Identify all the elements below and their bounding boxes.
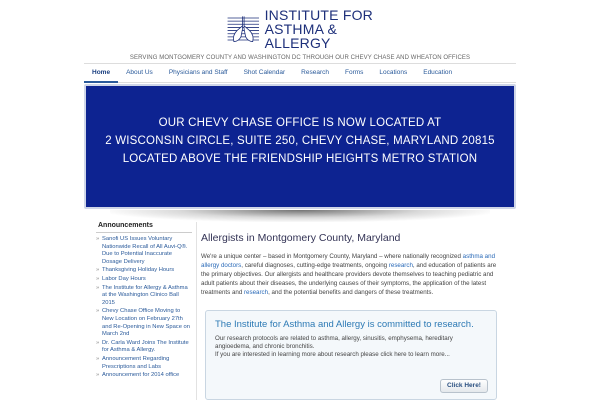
asthma-allergy-doctors-link[interactable]: asthma and allergy doctors [201, 253, 496, 269]
research-text: Our research protocols are related to asthma, allergy, sinusitis, emphysema, hereditary angioedema, and chronic bronchitis. [215, 335, 453, 351]
banner-shadow [110, 210, 490, 222]
announcement-link[interactable]: » Announcement for 2014 office [96, 372, 192, 380]
lungs-logo-icon [226, 9, 261, 49]
intro-text: , careful diagnoses, cutting-edge treatments, ongoing [241, 262, 389, 269]
announcement-link[interactable]: » Dr. Carla Ward Joins The Institute for Asthma & Allergy. [96, 340, 192, 355]
main-content [201, 232, 506, 297]
column-divider [196, 222, 197, 400]
intro-text: , and education of patients are the primary objectives. Our allergists and healthcare providers devote themselves to teaching pediatric and adult patients about their diseases, the underlying causes of their symptoms, the application of the latest treatments and [201, 262, 497, 296]
research-text-cta: If you are interested in learning more about research please click here to learn more... [215, 351, 450, 359]
announcement-link[interactable]: » Announcement Regarding Prescriptions and Labs [96, 356, 192, 371]
site-logo[interactable] [226, 8, 376, 50]
main-nav [84, 63, 516, 83]
announcement-link[interactable]: » Labor Day Hours [96, 276, 192, 284]
banner-line-1: OUR CHEVY CHASE OFFICE IS NOW LOCATED AT [158, 117, 442, 129]
nav-research[interactable]: Research [301, 69, 329, 76]
intro-paragraph [201, 252, 506, 297]
nav-physicians-and-staff[interactable]: Physicians and Staff [168, 69, 228, 76]
office-relocation-banner[interactable] [84, 84, 516, 209]
intro-text: , and the potential benefits and dangers of these treatments. [268, 289, 434, 296]
click-here-button[interactable]: Click Here! [440, 379, 488, 393]
nav-forms[interactable]: Forms [344, 69, 364, 76]
announcements-sidebar [96, 222, 192, 400]
intro-text: We're a unique center – based in Montgomery County, Maryland – where nationally recognized [201, 253, 463, 260]
nav-about-us[interactable]: About Us [126, 69, 153, 76]
research-link[interactable]: research [244, 289, 269, 296]
nav-education[interactable]: Education [423, 69, 453, 76]
logo-line1: INSTITUTE FOR [264, 6, 373, 23]
announcement-link[interactable]: » Sanofi US Issues Voluntary Nationwide Recall of All Auvi-Q®. Due to Potential Inaccurate Dosage Delivery [96, 236, 192, 266]
research-link[interactable]: research [388, 262, 413, 269]
announcements-heading: Announcements [96, 222, 192, 233]
banner-line-2: 2 WISCONSIN CIRCLE, SUITE 250, CHEVY CHASE, MARYLAND 20815 [105, 135, 495, 147]
site-tagline: SERVING MONTGOMERY COUNTY AND WASHINGTON DC THROUGH OUR CHEVY CHASE AND WHEATON OFFICES [129, 55, 471, 61]
page-title: Allergists in Montgomery County, Maryland [201, 232, 401, 244]
announcements-list [96, 236, 192, 380]
research-callout [205, 310, 497, 400]
announcement-link[interactable]: » Thanksgiving Holiday Hours [96, 267, 192, 275]
logo-text [265, 8, 376, 51]
announcement-link[interactable]: » The Institute for Allergy & Asthma at the Washington Clinico Ball 2015 [96, 285, 192, 308]
banner-line-3: LOCATED ABOVE THE FRIENDSHIP HEIGHTS METRO STATION [122, 153, 478, 165]
nav-shot-calendar[interactable]: Shot Calendar [243, 69, 286, 76]
research-title: The Institute for Asthma and Allergy is committed to research. [215, 319, 474, 330]
announcement-link[interactable]: » Chevy Chase Office Moving to New Location on February 27th and Re-Opening in New Space on March 2nd [96, 308, 192, 338]
nav-home[interactable]: Home [84, 63, 118, 83]
nav-locations[interactable]: Locations [379, 69, 408, 76]
logo-line2: ASTHMA & ALLERGY [264, 20, 337, 52]
